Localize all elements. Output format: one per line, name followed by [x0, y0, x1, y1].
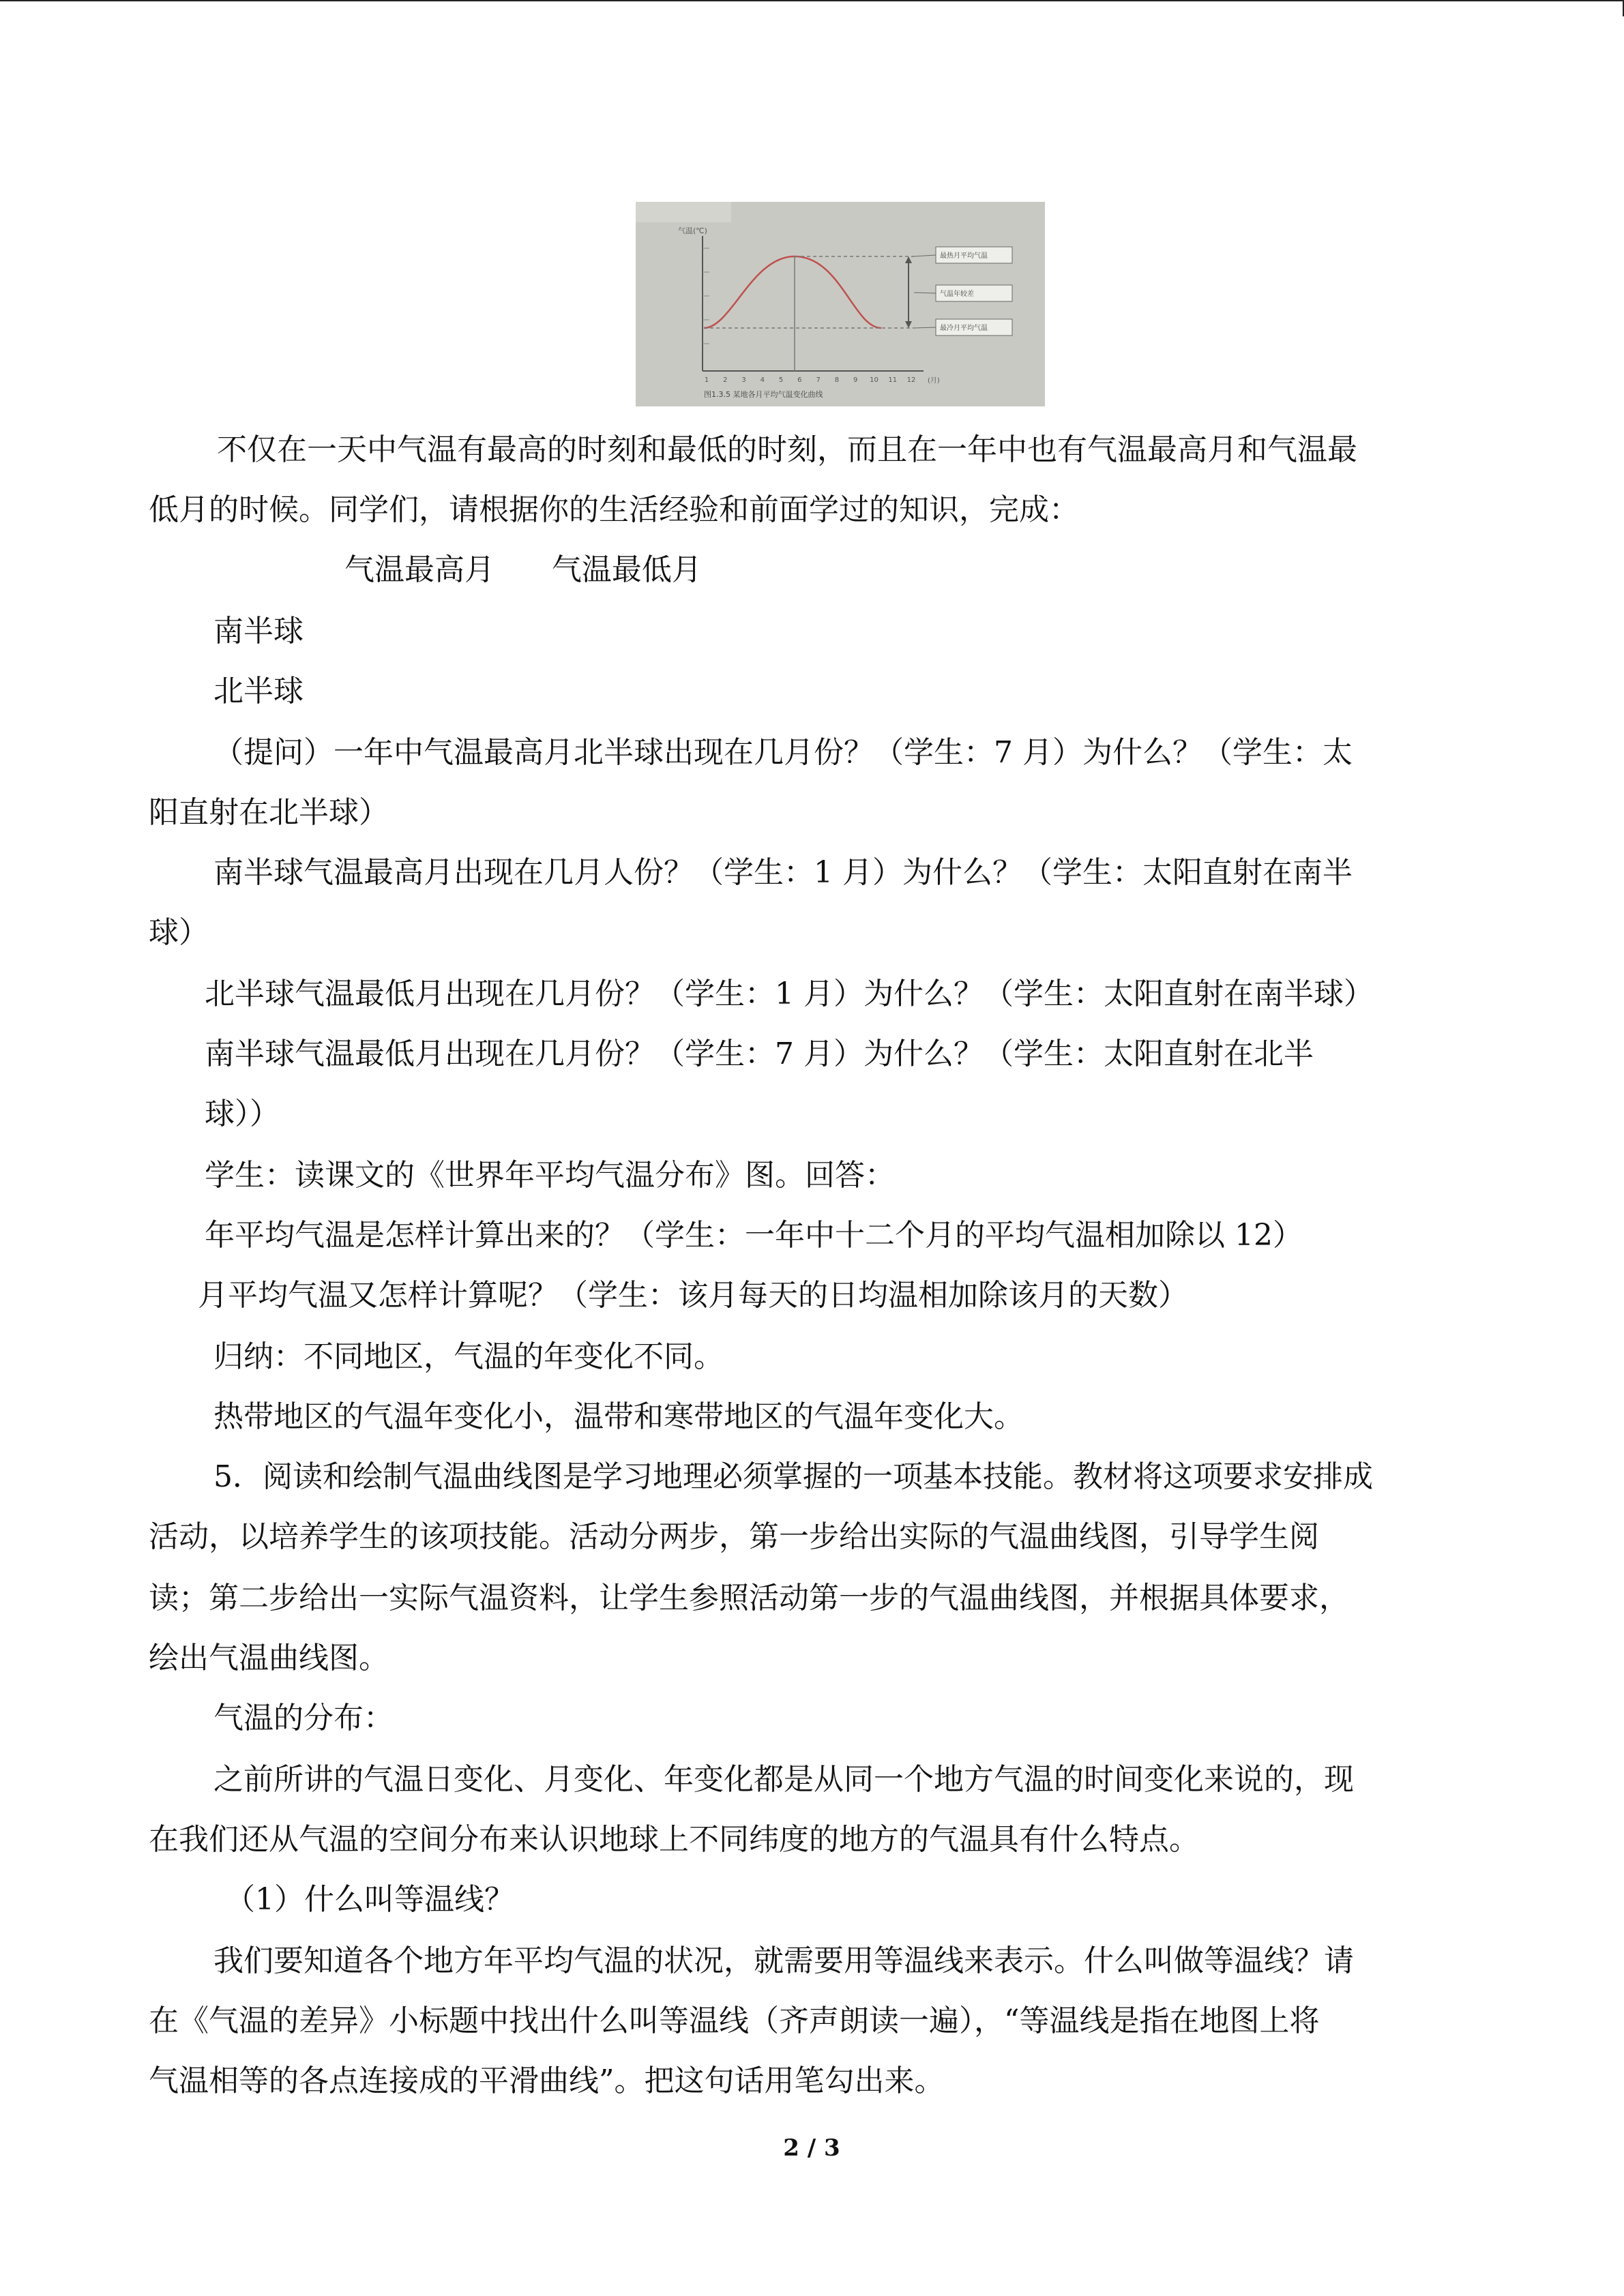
table-row-label: 南半球 — [213, 614, 304, 648]
paragraph-line: 活动，以培养学生的该项技能。活动分两步，第一步给出实际的气温曲线图，引导学生阅 — [149, 1519, 1319, 1554]
paragraph-line: 年平均气温是怎样计算出来的？（学生：一年中十二个月的平均气温相加除以 12） — [205, 1218, 1303, 1253]
x-tick-label: 6 — [797, 376, 802, 384]
paragraph-line: 我们要知道各个地方年平均气温的状况，就需要用等温线来表示。什么叫做等温线？请 — [213, 1943, 1354, 1978]
paragraph-line: 读；第二步给出一实际气温资料，让学生参照活动第一步的气温曲线图，并根据具体要求， — [149, 1581, 1349, 1615]
page-border — [0, 0, 1623, 1]
paragraph-line: 学生：读课文的《世界年平均气温分布》图。回答： — [205, 1158, 895, 1193]
figure-caption: 图1.3.5 某地各月平均气温变化曲线 — [704, 390, 823, 399]
legend-min: 最冷月平均气温 — [940, 325, 988, 332]
paragraph-line: 阳直射在北半球） — [149, 795, 389, 830]
x-tick-label: 2 — [723, 376, 728, 384]
section-label: 气温的分布： — [213, 1701, 394, 1735]
legend-max: 最热月平均气温 — [940, 252, 988, 260]
paragraph-line: 北半球气温最低月出现在几月份？（学生：1 月）为什么？（学生：太阳直射在南半球） — [205, 976, 1374, 1011]
table-header-line: 气温最高月 气温最低月 — [344, 552, 702, 587]
paragraph-line: 在我们还从气温的空间分布来认识地球上不同纬度的地方的气温具有什么特点。 — [149, 1822, 1199, 1857]
temperature-curve-chart — [636, 202, 1045, 406]
paragraph-line: 南半球气温最低月出现在几月份？（学生：7 月）为什么？（学生：太阳直射在北半 — [205, 1037, 1314, 1071]
paragraph-line: 南半球气温最高月出现在几月人份？（学生：1 月）为什么？（学生：太阳直射在南半 — [213, 855, 1353, 890]
subsection-heading: （1）什么叫等温线？ — [225, 1882, 514, 1917]
x-tick-label: 7 — [816, 376, 821, 384]
x-tick-label: 5 — [778, 376, 784, 384]
paragraph-line: 热带地区的气温年变化小，温带和寒带地区的气温年变化大。 — [213, 1399, 1024, 1434]
paragraph-line: 球） — [149, 915, 209, 950]
x-tick-label: 10 — [870, 376, 879, 384]
x-tick-label: 4 — [760, 376, 765, 384]
paragraph-line: 低月的时候。同学们，请根据你的生活经验和前面学过的知识，完成： — [149, 492, 1079, 527]
x-tick-label: 1 — [704, 376, 709, 384]
paragraph-line: 气温相等的各点连接成的平滑曲线”。把这句话用笔勾出来。 — [149, 2063, 945, 2098]
page-number: 2 / 3 — [783, 2134, 840, 2162]
paragraph-line: 不仅在一天中气温有最高的时刻和最低的时刻，而且在一年中也有气温最高月和气温最 — [217, 432, 1357, 467]
x-tick-label: 8 — [834, 376, 840, 384]
x-axis-unit: (月) — [928, 377, 940, 385]
x-tick-label: 11 — [888, 376, 898, 384]
x-tick-label: 9 — [853, 376, 858, 384]
paragraph-line: （提问）一年中气温最高月北半球出现在几月份？（学生：7 月）为什么？（学生：太 — [213, 735, 1353, 770]
legend-range: 气温年较差 — [940, 290, 974, 298]
temperature-curve-figure — [636, 202, 1045, 406]
x-tick-label: 12 — [906, 376, 916, 384]
y-axis-label: 气温(℃) — [678, 226, 707, 235]
paragraph-line: 月平均气温又怎样计算呢？（学生：该月每天的日均温相加除该月的天数） — [198, 1278, 1188, 1313]
paragraph-line: 归纳：不同地区，气温的年变化不同。 — [213, 1339, 724, 1374]
paragraph-line: 球）） — [205, 1097, 280, 1131]
x-tick-label: 3 — [741, 376, 746, 384]
table-row-label: 北半球 — [213, 674, 304, 709]
paragraph-line: 绘出气温曲线图。 — [149, 1641, 389, 1675]
paragraph-line: 5．阅读和绘制气温曲线图是学习地理必须掌握的一项基本技能。教材将这项要求安排成 — [213, 1459, 1373, 1494]
paragraph-line: 在《气温的差异》小标题中找出什么叫等温线（齐声朗读一遍），“等温线是指在地图上将 — [149, 2003, 1320, 2038]
paragraph-line: 之前所讲的气温日变化、月变化、年变化都是从同一个地方气温的时间变化来说的，现 — [213, 1762, 1354, 1797]
